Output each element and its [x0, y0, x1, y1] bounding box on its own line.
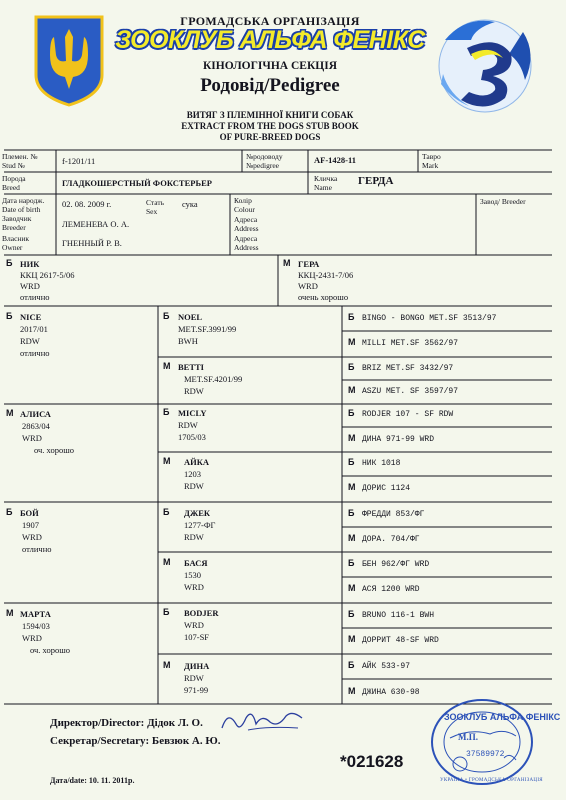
gp1-grade: отлично — [20, 348, 50, 358]
director-line: Директор/Director: Дідок Л. О. — [50, 717, 203, 729]
g4-12-entry: АСЯ 1200 WRD — [362, 585, 420, 594]
g4-3-sex: Б — [348, 362, 355, 372]
g4-10-entry: ДОРА. 704/ФГ — [362, 535, 420, 544]
stud-label-ua: Племен. № — [2, 152, 38, 161]
extract-title-ua: ВИТЯГ З ПЛЕМІННОЇ КНИГИ СОБАК — [186, 110, 354, 120]
owner-address-label-en: Address — [234, 243, 259, 252]
ggp7-name: BODJER — [184, 608, 219, 618]
sire-sex: Б — [6, 258, 13, 268]
ggp2-name: BETTI — [178, 362, 204, 372]
g4-8-sex: М — [348, 482, 356, 492]
gp2-reg: 2863/04 — [22, 421, 50, 431]
owner-label-en: Owner — [2, 243, 23, 252]
name-label-en: Name — [314, 183, 332, 192]
g4-16-entry: ДЖИНА 630-98 — [362, 688, 420, 697]
dam-sex: М — [283, 258, 291, 268]
ggp1-reg: MET.SF.3991/99 — [178, 324, 237, 334]
g4-16-sex: М — [348, 686, 356, 696]
dob-label-ua: Дата народж. — [2, 196, 45, 205]
pedigree-label-ua: №родоводу — [246, 152, 283, 161]
g4-6-entry: ДИНА 971-99 WRD — [362, 435, 435, 444]
ggp3-sex: Б — [163, 407, 170, 417]
sire-grade: отлично — [20, 292, 50, 302]
name-label-ua: Кличка — [314, 174, 338, 183]
ggp3-name: MICLY — [178, 408, 207, 418]
g4-3-entry: BRIZ MET.SF 3432/97 — [362, 364, 454, 373]
breeder-label-en: Breeder — [2, 223, 26, 232]
ggp7-sex: Б — [163, 607, 170, 617]
section-title: КІНОЛОГІЧНА СЕКЦІЯ — [202, 60, 338, 72]
gp2-grade: оч. хорошо — [34, 445, 75, 455]
g4-4-sex: М — [348, 385, 356, 395]
sire-color: WRD — [20, 281, 40, 291]
ggp4-sex: М — [163, 456, 171, 466]
stamp-mp: М.П. — [458, 732, 478, 742]
owner-address-label-ua: Адреса — [234, 234, 258, 243]
sex-label-ua: Стать — [146, 198, 165, 207]
ggp1-color: BWH — [178, 336, 198, 346]
owner-value: ГНЕННЫЙ Р. В. — [62, 238, 122, 248]
color-label-ua: Колір — [234, 196, 252, 205]
gp3-sex: Б — [6, 507, 13, 517]
ggp6-name: БАСЯ — [184, 558, 208, 568]
ggp8-color: 971-99 — [184, 685, 209, 695]
mark-label-ua: Тавро — [422, 152, 441, 161]
ggp6-reg: 1530 — [184, 570, 201, 580]
g4-2-sex: М — [348, 337, 356, 347]
breeder-address-label-en: Address — [234, 224, 259, 233]
gp3-color: WRD — [22, 532, 42, 542]
dam-reg: ККЦ-2431-7/06 — [298, 270, 354, 280]
g4-1-sex: Б — [348, 312, 355, 322]
ggp4-name: АЙКА — [184, 457, 210, 467]
g4-11-entry: БЕН 962/ФГ WRD — [362, 560, 430, 569]
g4-11-sex: Б — [348, 558, 355, 568]
g4-2-entry: MILLI MET.SF 3562/97 — [362, 339, 459, 348]
gp4-grade: оч. хорошо — [30, 645, 71, 655]
g4-14-sex: М — [348, 634, 356, 644]
extract-title-en: EXTRACT FROM THE DOGS STUB BOOK — [181, 121, 359, 131]
g4-6-sex: М — [348, 433, 356, 443]
ggp5-name: ДЖЕК — [184, 508, 211, 518]
gp4-name: МАРТА — [20, 609, 51, 619]
gp2-sex: М — [6, 408, 14, 418]
breeder-address-label-ua: Адреса — [234, 215, 258, 224]
ggp2-color: RDW — [184, 386, 204, 396]
gp1-name: NICE — [20, 312, 42, 322]
g4-9-sex: Б — [348, 508, 355, 518]
dam-name: ГЕРА — [298, 259, 320, 269]
owner-label-ua: Власник — [2, 234, 30, 243]
sex-value: сука — [182, 199, 198, 209]
ggp2-reg: MET.SF.4201/99 — [184, 374, 243, 384]
dob-label-en: Date of birth — [2, 205, 41, 214]
ggp7-reg: WRD — [184, 620, 204, 630]
dog-name: ГЕРДА — [358, 175, 394, 187]
gp2-color: WRD — [22, 433, 42, 443]
ggp3-reg: RDW — [178, 420, 198, 430]
stamp-number: 37589972 — [466, 750, 505, 759]
g4-12-sex: М — [348, 583, 356, 593]
ggp1-sex: Б — [163, 311, 170, 321]
gp3-name: БОЙ — [20, 508, 39, 518]
g4-1-entry: BINGO - BONGO MET.SF 3513/97 — [362, 314, 497, 323]
ggp5-sex: Б — [163, 507, 170, 517]
stud-label-en: Stud № — [2, 161, 25, 170]
breeder-value: ЛЕМЕНЕВА О. А. — [62, 219, 130, 229]
g4-8-entry: ДОРИС 1124 — [362, 484, 411, 493]
g4-7-entry: НИК 1018 — [362, 459, 401, 468]
organization-title: ГРОМАДСЬКА ОРГАНІЗАЦІЯ — [180, 14, 360, 28]
issue-date: Дата/date: 10. 11. 2011р. — [50, 776, 135, 785]
color-label-en: Colour — [234, 205, 255, 214]
g4-7-sex: Б — [348, 457, 355, 467]
document-title: Родовід/Pedigree — [200, 75, 340, 96]
gp4-sex: М — [6, 608, 14, 618]
g4-5-sex: Б — [348, 408, 355, 418]
gp3-grade: отлично — [22, 544, 52, 554]
secretary-line: Секретар/Secretary: Бевзюк А. Ю. — [50, 735, 221, 747]
gp1-color: RDW — [20, 336, 40, 346]
breed-label-en: Breed — [2, 183, 20, 192]
ggp5-reg: 1277-ФГ — [184, 520, 216, 530]
pedigree-number: AF-1428-11 — [314, 155, 357, 165]
g4-5-entry: RODJER 107 - SF RDW — [362, 410, 454, 419]
ggp7-color: 107-SF — [184, 632, 210, 642]
ggp2-sex: М — [163, 361, 171, 371]
breeder-label-ua: Заводчик — [2, 214, 32, 223]
ggp6-color: WRD — [184, 582, 204, 592]
ggp6-sex: М — [163, 557, 171, 567]
breed-label-ua: Порода — [2, 174, 26, 183]
kennel-label: Завод/ Breeder — [480, 197, 526, 206]
g4-9-entry: ФРЕДДИ 853/ФГ — [362, 510, 425, 519]
gp2-name: АЛИСА — [20, 409, 51, 419]
gp3-reg: 1907 — [22, 520, 39, 530]
dob-value: 02. 08. 2009 г. — [62, 199, 112, 209]
g4-13-entry: BRUNO 116-1 BWH — [362, 611, 435, 620]
stamp-ring-text: УКРАЇНА • ГРОМАДСЬКА ОРГАНІЗАЦІЯ — [440, 778, 543, 783]
g4-15-sex: Б — [348, 660, 355, 670]
ggp4-color: RDW — [184, 481, 204, 491]
sire-reg: ККЦ 2617-5/06 — [20, 270, 75, 280]
stamp-club-name: ЗООКЛУБ АЛЬФА ФЕНІКС — [444, 712, 561, 722]
pedigree-label-en: №pedigree — [246, 161, 279, 170]
breed-value: ГЛАДКОШЕРСТНЫЙ ФОКСТЕРЬЕР — [62, 178, 212, 188]
ggp8-reg: RDW — [184, 673, 204, 683]
mark-label-en: Mark — [422, 161, 439, 170]
ggp8-name: ДИНА — [184, 661, 210, 671]
ggp1-name: NOEL — [178, 312, 203, 322]
gp4-color: WRD — [22, 633, 42, 643]
ggp8-sex: М — [163, 660, 171, 670]
stud-number: f-1201/11 — [62, 156, 96, 166]
gp1-sex: Б — [6, 311, 13, 321]
gp1-reg: 2017/01 — [20, 324, 48, 334]
extract-title-en-2: OF PURE-BREED DOGS — [219, 132, 321, 142]
club-name: ЗООКЛУБ АЛЬФА ФЕНІКС — [115, 26, 425, 54]
gp4-reg: 1594/03 — [22, 621, 50, 631]
dam-grade: очень хорошо — [298, 292, 349, 302]
g4-13-sex: Б — [348, 609, 355, 619]
sire-name: НИК — [20, 259, 40, 269]
dam-color: WRD — [298, 281, 318, 291]
g4-10-sex: М — [348, 533, 356, 543]
g4-4-entry: ASZU MET. SF 3597/97 — [362, 387, 459, 396]
director-signature-icon — [218, 706, 308, 736]
g4-14-entry: ДОРРИТ 48-SF WRD — [362, 636, 439, 645]
ggp3-color: 1705/03 — [178, 432, 206, 442]
sex-label-en: Sex — [146, 207, 158, 216]
serial-number: *021628 — [340, 752, 404, 771]
g4-15-entry: АЙК 533-97 — [362, 662, 411, 671]
ggp4-reg: 1203 — [184, 469, 201, 479]
ggp5-color: RDW — [184, 532, 204, 542]
